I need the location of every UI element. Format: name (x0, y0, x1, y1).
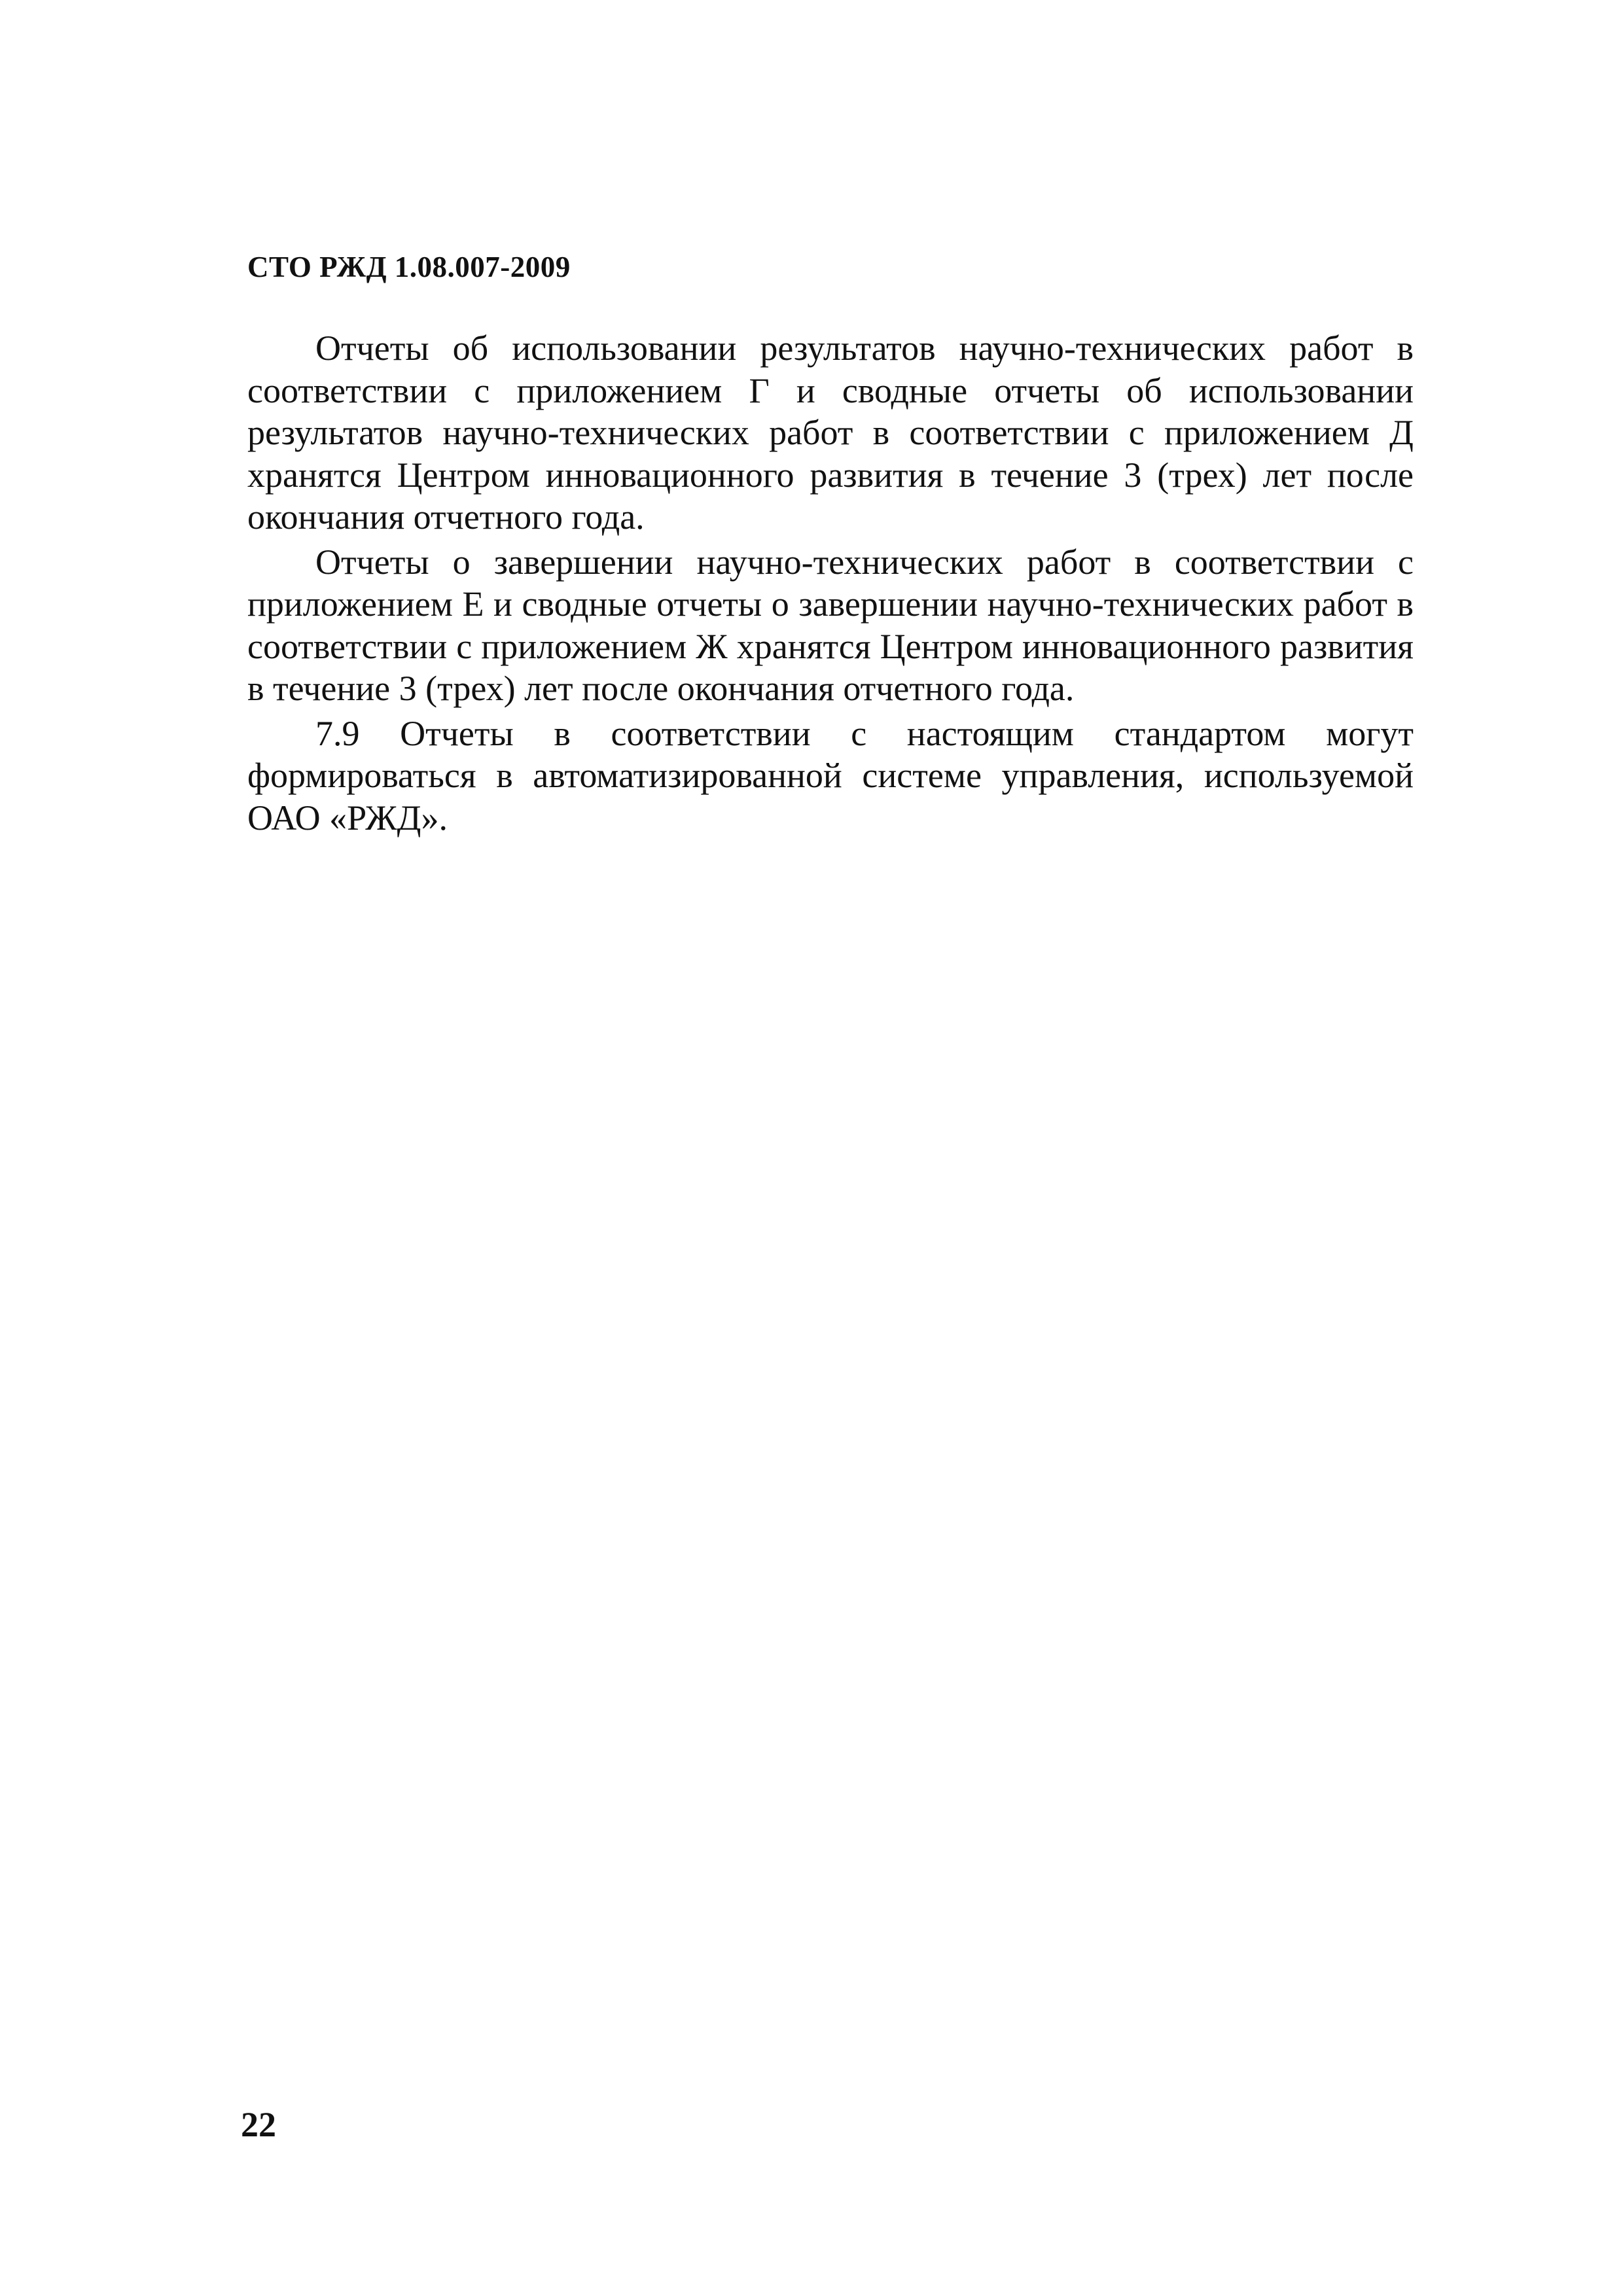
page-number: 22 (241, 2105, 276, 2144)
paragraph-completion-reports-storage: Отчеты о завершении научно-технических работ в соответствии с приложением Е и сводные отчеты о завершении научно-технических работ в соответствии с приложением Ж хранятся Центром инновационного развития в течение 3 (трех) лет после окончания отчетного года. (247, 542, 1414, 708)
paragraph-7-9-automated-reports: 7.9 Отчеты в соответствии с настоящим стандартом могут формироваться в автоматизированной системе управления, используемой ОАО «РЖД». (247, 713, 1414, 838)
document-code-header: СТО РЖД 1.08.007-2009 (247, 251, 571, 283)
paragraph-usage-reports-storage: Отчеты об использовании результатов научно-технических работ в соответствии с приложением Г и сводные отчеты об использовании результатов научно-технических работ в соответствии с приложением Д хранятся Центром инновационного развития в течение 3 (трех) лет после окончания отчетного года. (247, 328, 1414, 537)
document-body (247, 327, 1414, 841)
